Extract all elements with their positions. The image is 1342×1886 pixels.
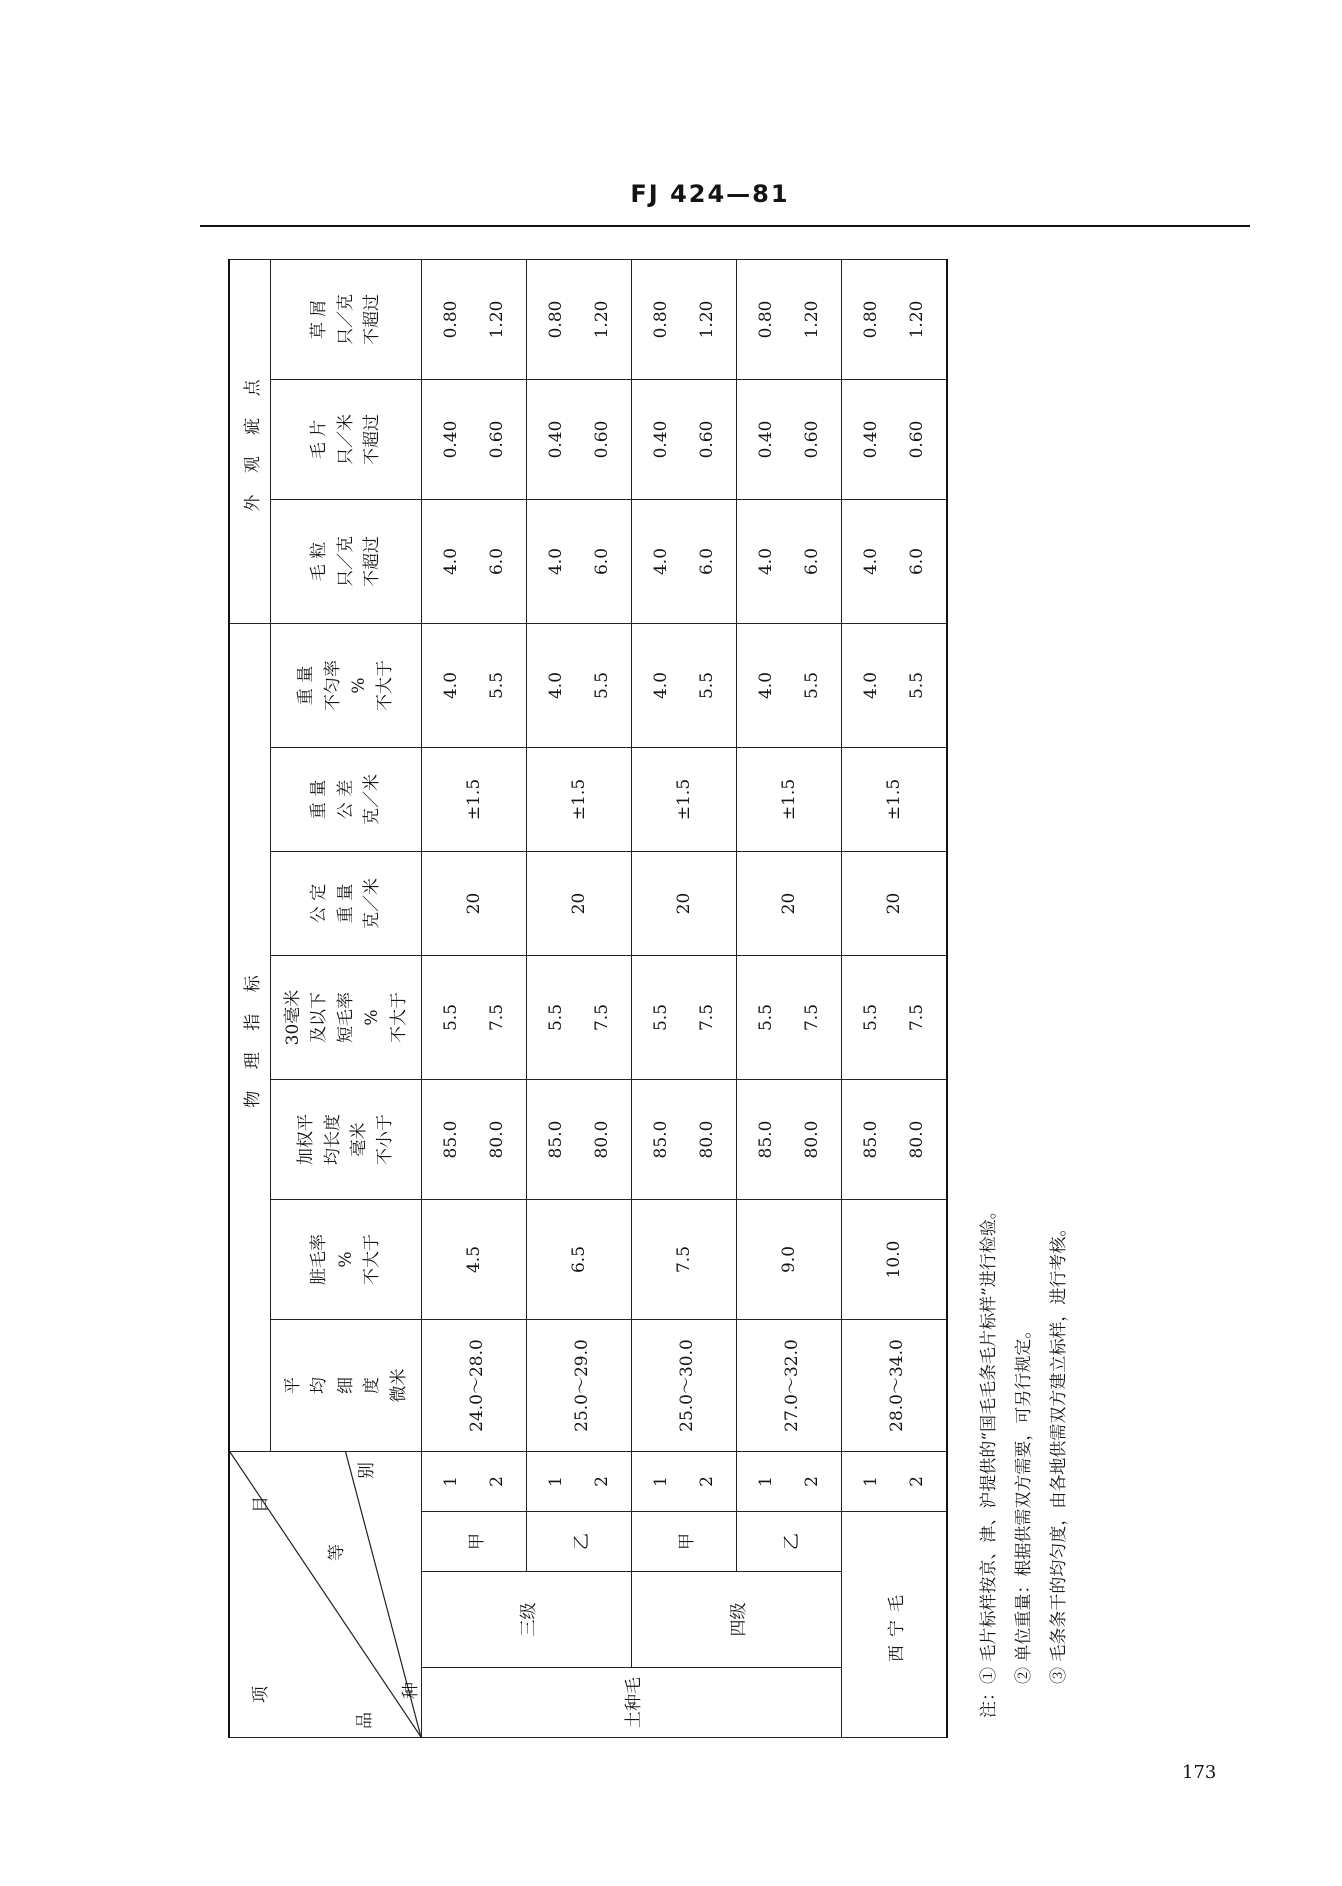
col-header-straw: 草 屑 只／克 不超过 — [271, 259, 422, 379]
length-cell: 85.0 80.0 — [842, 1080, 948, 1200]
length-cell: 85.0 80.0 — [422, 1080, 527, 1200]
tolerance-cell: ±1.5 — [632, 748, 737, 852]
tolerance-cell: ±1.5 — [527, 748, 632, 852]
sub-grade-cell: 1 2 — [737, 1452, 842, 1512]
corner-item-label-2: 目 — [251, 1496, 271, 1513]
rotated-table-area — [228, 260, 1077, 1738]
level-cell: 三级 — [422, 1572, 632, 1668]
length-cell: 85.0 80.0 — [737, 1080, 842, 1200]
col-header-weight-tolerance: 重 量 公 差 克／米 — [271, 748, 422, 852]
dirt-rate-cell: 9.0 — [737, 1200, 842, 1320]
straw-cell: 0.80 1.20 — [422, 259, 527, 379]
dirt-rate-cell: 7.5 — [632, 1200, 737, 1320]
page-number: 173 — [1182, 1762, 1217, 1783]
corner-variety-label: 品 — [355, 1712, 375, 1729]
note-2: ② 单位重量：根据供需双方需要，可另行规定。 — [1013, 1321, 1034, 1684]
flakes-cell: 0.40 0.60 — [842, 379, 948, 499]
tolerance-cell: ±1.5 — [737, 748, 842, 852]
fineness-cell: 25.0～29.0 — [527, 1320, 632, 1452]
short-fiber-cell: 5.5 7.5 — [737, 956, 842, 1080]
short-fiber-cell: 5.5 7.5 — [527, 956, 632, 1080]
col-header-weighted-length: 加权平 均长度 毫米 不小于 — [271, 1080, 422, 1200]
fineness-cell: 28.0～34.0 — [842, 1320, 948, 1452]
col-header-neps: 毛 粒 只／克 不超过 — [271, 499, 422, 623]
grade-cell: 乙 — [737, 1512, 842, 1572]
unevenness-cell: 4.0 5.5 — [737, 623, 842, 747]
corner-grade-label: 等 — [327, 1544, 347, 1561]
table-row — [737, 259, 842, 1737]
unevenness-cell: 4.0 5.5 — [527, 623, 632, 747]
straw-cell: 0.80 1.20 — [527, 259, 632, 379]
unevenness-cell: 4.0 5.5 — [842, 623, 948, 747]
short-fiber-cell: 5.5 7.5 — [842, 956, 948, 1080]
fineness-cell: 24.0～28.0 — [422, 1320, 527, 1452]
notes-prefix: 注： — [979, 1684, 999, 1718]
header-rule — [200, 225, 1250, 227]
table-row — [632, 259, 737, 1737]
straw-cell: 0.80 1.20 — [632, 259, 737, 379]
nominal-weight-cell: 20 — [842, 852, 948, 956]
length-cell: 85.0 80.0 — [527, 1080, 632, 1200]
col-header-dirt-rate: 脏毛率 % 不大于 — [271, 1200, 422, 1320]
level-cell: 四级 — [632, 1572, 842, 1668]
dirt-rate-cell: 6.5 — [527, 1200, 632, 1320]
sub-grade-cell: 1 2 — [527, 1452, 632, 1512]
dirt-rate-cell: 4.5 — [422, 1200, 527, 1320]
col-header-weight-unevenness: 重 量 不匀率 % 不大于 — [271, 623, 422, 747]
col-header-fineness: 平 均 细 度 微米 — [271, 1320, 422, 1452]
sub-grade-cell: 1 2 — [842, 1452, 948, 1512]
physical-indicators-header: 物 理 指 标 — [229, 623, 271, 1451]
grade-cell: 甲 — [422, 1512, 527, 1572]
spec-table — [228, 259, 948, 1738]
xining-wool-cell: 西宁毛 — [842, 1512, 948, 1738]
table-row — [842, 259, 948, 1737]
fineness-cell: 27.0～32.0 — [737, 1320, 842, 1452]
variety-cell: 土种毛 — [422, 1668, 842, 1738]
appearance-defects-header: 外 观 疵 点 — [229, 259, 271, 623]
neps-cell: 4.0 6.0 — [737, 499, 842, 623]
nominal-weight-cell: 20 — [737, 852, 842, 956]
col-header-flakes: 毛 片 只／米 不超过 — [271, 379, 422, 499]
neps-cell: 4.0 6.0 — [632, 499, 737, 623]
nominal-weight-cell: 20 — [527, 852, 632, 956]
flakes-cell: 0.40 0.60 — [632, 379, 737, 499]
short-fiber-cell: 5.5 7.5 — [422, 956, 527, 1080]
corner-variety-label-2: 种 — [401, 1682, 421, 1699]
corner-cell — [229, 1452, 422, 1738]
sub-grade-cell: 1 2 — [422, 1452, 527, 1512]
straw-cell: 0.80 1.20 — [737, 259, 842, 379]
notes-block — [972, 260, 1077, 1718]
unevenness-cell: 4.0 5.5 — [632, 623, 737, 747]
nominal-weight-cell: 20 — [422, 852, 527, 956]
header-group-row — [229, 259, 271, 1737]
fineness-cell: 25.0～30.0 — [632, 1320, 737, 1452]
nominal-weight-cell: 20 — [632, 852, 737, 956]
tolerance-cell: ±1.5 — [422, 748, 527, 852]
neps-cell: 4.0 6.0 — [842, 499, 948, 623]
table-row — [527, 259, 632, 1737]
sub-grade-cell: 1 2 — [632, 1452, 737, 1512]
neps-cell: 4.0 6.0 — [422, 499, 527, 623]
corner-grade-label-2: 别 — [357, 1462, 377, 1479]
corner-item-label: 项 — [251, 1686, 271, 1703]
dirt-rate-cell: 10.0 — [842, 1200, 948, 1320]
neps-cell: 4.0 6.0 — [527, 499, 632, 623]
note-1: 注：① 毛片标样按京、津、沪提供的“国毛毛条毛片标样”进行检验。 — [979, 1202, 999, 1718]
length-cell: 85.0 80.0 — [632, 1080, 737, 1200]
short-fiber-cell: 5.5 7.5 — [632, 956, 737, 1080]
document-code: FJ 424—81 — [630, 180, 790, 208]
note-3: ③ 毛条条干的均匀度，由各地供需双方建立标样，进行考核。 — [1048, 1219, 1069, 1684]
flakes-cell: 0.40 0.60 — [737, 379, 842, 499]
grade-cell: 甲 — [632, 1512, 737, 1572]
unevenness-cell: 4.0 5.5 — [422, 623, 527, 747]
flakes-cell: 0.40 0.60 — [527, 379, 632, 499]
grade-cell: 乙 — [527, 1512, 632, 1572]
col-header-nominal-weight: 公 定 重 量 克／米 — [271, 852, 422, 956]
col-header-short-fiber-rate: 30毫米 及以下 短毛率 % 不大于 — [271, 956, 422, 1080]
table-row — [422, 259, 527, 1737]
tolerance-cell: ±1.5 — [842, 748, 948, 852]
straw-cell: 0.80 1.20 — [842, 259, 948, 379]
flakes-cell: 0.40 0.60 — [422, 379, 527, 499]
